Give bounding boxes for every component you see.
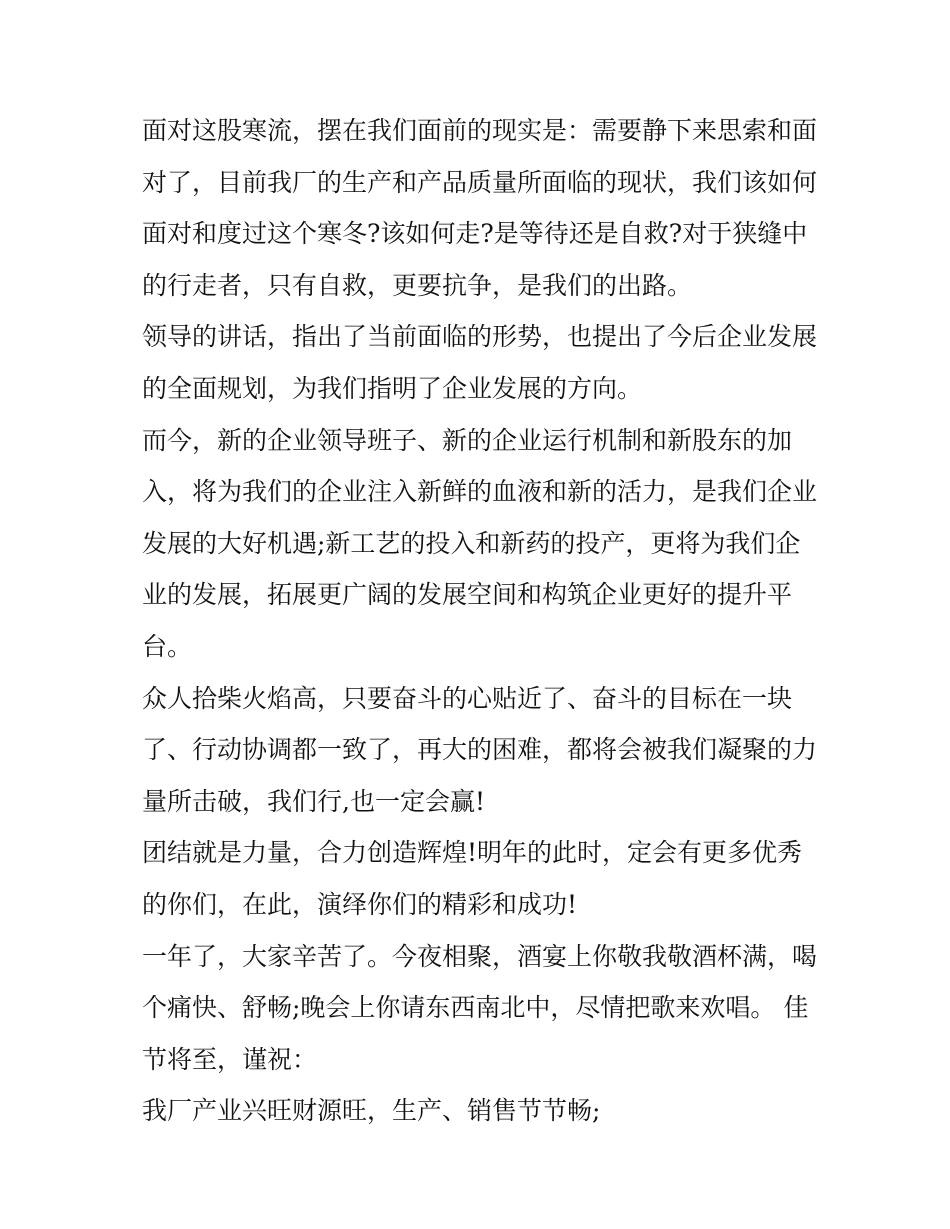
paragraph-5: 团结就是力量，合力创造辉煌!明年的此时，定会有更多优秀的你们，在此，演绎你们的精彩和成功! (142, 838, 803, 919)
paragraph-7: 我厂产业兴旺财源旺，生产、销售节节畅; (142, 1096, 601, 1126)
paragraph-6: 一年了，大家辛苦了。今夜相聚，酒宴上你敬我敬酒杯满，喝个痛快、舒畅;晚会上你请东西南北中，尽情把歌来欢唱。 佳节将至，谨祝： (142, 941, 818, 1074)
paragraph-2: 领导的讲话，指出了当前面临的形势，也提出了今后企业发展的全面规划，为我们指明了企业发展的方向。 (142, 322, 818, 403)
paragraph-1: 面对这股寒流，摆在我们面前的现实是：需要静下来思索和面对了，目前我厂的生产和产品质量所面临的现状，我们该如何面对和度过这个寒冬?该如何走?是等待还是自救?对于狭缝中的行走者，只有自救，更要抗争，是我们的出路。 (142, 116, 818, 300)
paragraph-4: 众人拾柴火焰高，只要奋斗的心贴近了、奋斗的目标在一块了、行动协调都一致了，再大的困难，都将会被我们凝聚的力量所击破，我们行,也一定会赢! (142, 683, 818, 816)
paragraph-3: 而今，新的企业领导班子、新的企业运行机制和新股东的加入，将为我们的企业注入新鲜的血液和新的活力，是我们企业发展的大好机遇;新工艺的投入和新药的投产，更将为我们企业的发展，拓展更广阔的发展空间和构筑企业更好的提升平台。 (142, 425, 818, 661)
document-body (142, 105, 822, 1137)
